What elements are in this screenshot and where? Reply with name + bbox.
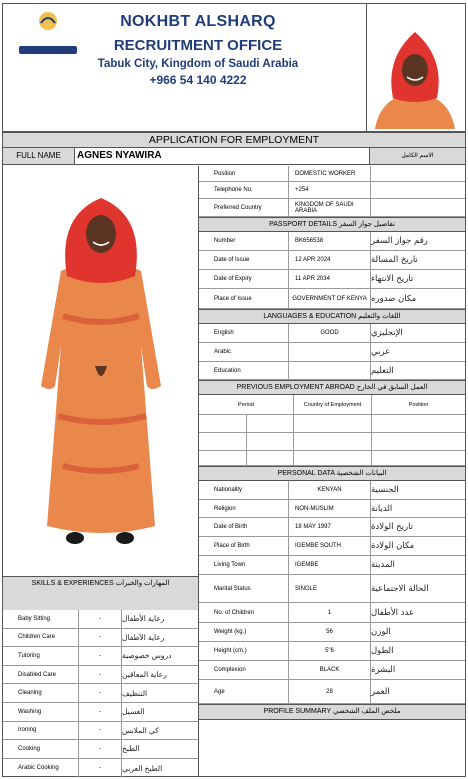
field-label: Age bbox=[199, 680, 289, 703]
section-title: SKILLS & EXPERIENCES bbox=[31, 580, 114, 587]
field-label: Height (cm.) bbox=[199, 642, 289, 660]
section-title: PROFILE SUMMARY bbox=[263, 708, 331, 715]
field-label-ar: مكان الولادة bbox=[371, 541, 415, 551]
field-label-ar: البشرة bbox=[371, 665, 396, 675]
language-row bbox=[199, 324, 465, 343]
field-label-ar: العمر bbox=[371, 686, 390, 697]
language-row bbox=[199, 362, 465, 380]
section-title-ar: البيانات الشخصية bbox=[336, 470, 387, 477]
field-value: IGEMBE SOUTH bbox=[289, 537, 371, 555]
section-title-ar: تفاصيل جواز السفر bbox=[339, 221, 395, 228]
full-name-row bbox=[3, 148, 465, 165]
section-title-ar: العمل السابق في الخارج bbox=[356, 384, 428, 391]
skill-label-ar: رعاية الأطفال bbox=[122, 632, 165, 642]
form-title: APPLICATION FOR EMPLOYMENT bbox=[3, 132, 465, 148]
field-label: Nationality bbox=[199, 481, 289, 499]
personal-row bbox=[199, 623, 465, 642]
personal-row bbox=[199, 680, 465, 704]
skill-label-ar: رعاية الأطفال bbox=[122, 614, 165, 624]
field-label: No. of Children bbox=[199, 603, 289, 622]
field-value: 18 MAY 1997 bbox=[289, 518, 371, 536]
personal-row bbox=[199, 556, 465, 575]
field-value: DOMESTIC WORKER bbox=[289, 166, 371, 181]
employment-section-header bbox=[199, 380, 465, 395]
skill-row bbox=[3, 610, 199, 629]
field-label: Complexion bbox=[199, 661, 289, 679]
profile-summary-header bbox=[199, 704, 465, 720]
field-value: GOOD bbox=[289, 324, 371, 342]
languages-section-header bbox=[199, 309, 465, 324]
field-label: English bbox=[199, 324, 289, 342]
skill-value: - bbox=[78, 722, 122, 740]
personal-row bbox=[199, 500, 465, 518]
personal-row bbox=[199, 481, 465, 500]
office-name: RECRUITMENT OFFICE bbox=[113, 37, 283, 54]
office-phone: +966 54 140 4222 bbox=[149, 73, 247, 87]
column-header: Country of Employment bbox=[294, 395, 372, 414]
skill-label: Disabled Care bbox=[18, 671, 57, 678]
field-label: Education bbox=[199, 362, 289, 379]
personal-section-header bbox=[199, 466, 465, 481]
section-title-ar: ملخص الملف الشخصي bbox=[332, 708, 401, 715]
full-body-photo-frame bbox=[3, 166, 199, 576]
field-value: KENYAN bbox=[289, 481, 371, 499]
field-label: Place of Issue bbox=[199, 289, 289, 308]
full-name-label-ar: الاسم الكامل bbox=[369, 148, 465, 164]
field-label-ar: عدد الأطفال bbox=[371, 607, 415, 618]
application-form bbox=[2, 3, 466, 777]
field-label: Telephone No. bbox=[199, 182, 289, 198]
field-value: 28 bbox=[289, 680, 371, 703]
field-label-ar bbox=[371, 166, 465, 181]
section-title: LANGUAGES & EDUCATION bbox=[263, 313, 357, 320]
field-value: 11 APR 2034 bbox=[289, 270, 371, 288]
field-value: 1 bbox=[289, 603, 371, 622]
field-label: Place of Birth bbox=[199, 537, 289, 555]
company-logo bbox=[9, 10, 87, 58]
field-label: Preferred Country bbox=[199, 199, 289, 216]
field-row bbox=[199, 166, 465, 182]
field-label-ar: تاريخ الانتهاء bbox=[371, 274, 414, 284]
section-title: PREVIOUS EMPLOYMENT ABROAD bbox=[236, 384, 355, 391]
personal-row bbox=[199, 575, 465, 603]
field-label: Living Town bbox=[199, 556, 289, 574]
field-value: 5"6 bbox=[289, 642, 371, 660]
skill-label: Tutoring bbox=[18, 652, 40, 659]
skill-value: - bbox=[78, 684, 122, 702]
skill-value: - bbox=[78, 666, 122, 684]
field-label-ar: تاريخ الولادة bbox=[371, 522, 414, 532]
field-label: Date of Expiry bbox=[199, 270, 289, 288]
field-value: IGEMBE bbox=[289, 556, 371, 574]
field-label: Religion bbox=[199, 500, 289, 517]
section-title-ar: اللغات والتعليم bbox=[358, 313, 401, 320]
personal-row bbox=[199, 603, 465, 623]
field-label-ar: الطول bbox=[371, 646, 394, 656]
skill-value: - bbox=[78, 647, 122, 665]
field-label: Weight (kg.) bbox=[199, 623, 289, 641]
field-label: Position bbox=[199, 166, 289, 181]
skill-label-ar: التنظيف bbox=[122, 688, 148, 698]
applicant-full-photo bbox=[3, 166, 198, 576]
skill-value: - bbox=[78, 610, 122, 628]
field-label-ar bbox=[371, 199, 465, 216]
skill-value: - bbox=[78, 759, 122, 778]
column-header: Position bbox=[408, 401, 429, 408]
skill-label-ar: دروس خصوصية bbox=[122, 651, 172, 661]
field-value: BK656538 bbox=[289, 232, 371, 250]
field-value bbox=[289, 362, 371, 379]
skill-label-ar: الغسيل bbox=[122, 707, 145, 717]
field-label-ar: تاريخ المسالة bbox=[371, 255, 418, 265]
field-label: Marital Status bbox=[199, 575, 289, 602]
skill-label-ar: كي الملابس bbox=[122, 725, 159, 735]
field-value: NON-MUSLIM bbox=[289, 500, 371, 517]
language-row bbox=[199, 343, 465, 362]
skill-label-ar: الطبخ bbox=[122, 744, 140, 754]
skill-row bbox=[3, 666, 199, 685]
employment-row bbox=[199, 415, 465, 433]
skill-label-ar: رعاية المعاقين bbox=[122, 670, 167, 680]
employment-row bbox=[199, 451, 465, 466]
field-label-ar bbox=[371, 182, 465, 198]
skill-label: Ironing bbox=[18, 727, 37, 734]
field-value: KINGDOM OF SAUDI ARABIA bbox=[289, 199, 371, 216]
skills-section-header bbox=[3, 576, 199, 610]
field-label-ar: المدينة bbox=[371, 560, 395, 570]
skill-row bbox=[3, 684, 199, 703]
office-location: Tabuk City, Kingdom of Saudi Arabia bbox=[97, 58, 299, 70]
field-label-ar: الحالة الاجتماعية bbox=[371, 583, 429, 594]
skill-row bbox=[3, 740, 199, 759]
personal-row bbox=[199, 518, 465, 537]
skill-label: Baby Sitting bbox=[18, 615, 51, 622]
personal-row bbox=[199, 642, 465, 661]
skill-label: Washing bbox=[18, 708, 42, 715]
field-label-ar: مكان صدوره bbox=[371, 293, 417, 304]
personal-row bbox=[199, 661, 465, 680]
field-label: Date of Birth bbox=[199, 518, 289, 536]
org-name: NOKHBT ALSHARQ bbox=[120, 13, 276, 30]
skill-row bbox=[3, 629, 199, 648]
passport-section-header bbox=[199, 217, 465, 232]
skill-row bbox=[3, 703, 199, 722]
field-value: 56 bbox=[289, 623, 371, 641]
field-value: 12 APR 2024 bbox=[289, 251, 371, 269]
section-title: PERSONAL DATA bbox=[277, 470, 335, 477]
passport-row bbox=[199, 232, 465, 251]
skill-label-ar: الطبخ العربي bbox=[122, 763, 163, 773]
header bbox=[3, 4, 465, 132]
skill-value: - bbox=[78, 703, 122, 721]
skill-row bbox=[3, 759, 199, 778]
field-label-ar: الإنجليزي bbox=[371, 328, 403, 338]
field-label-ar: الوزن bbox=[371, 627, 391, 637]
passport-row bbox=[199, 270, 465, 289]
skill-label: Cooking bbox=[18, 745, 41, 752]
field-value: BLACK bbox=[289, 661, 371, 679]
field-value bbox=[289, 343, 371, 361]
field-label-ar: عربي bbox=[371, 347, 391, 357]
skill-value: - bbox=[78, 740, 122, 758]
skill-label: Cleaning bbox=[18, 690, 42, 697]
field-label-ar: رقم جواز السفر bbox=[371, 236, 428, 246]
skill-label: Arabic Cooking bbox=[18, 765, 59, 772]
field-label: Number bbox=[199, 232, 289, 250]
skill-row bbox=[3, 647, 199, 666]
section-title: PASSPORT DETAILS bbox=[269, 221, 338, 228]
field-row bbox=[199, 182, 465, 199]
field-row bbox=[199, 199, 465, 217]
field-label-ar: التعليم bbox=[371, 365, 394, 376]
field-value: +254 bbox=[289, 182, 371, 198]
field-label-ar: الديانة bbox=[371, 503, 393, 514]
passport-row bbox=[199, 251, 465, 270]
skill-label: Children Care bbox=[18, 634, 56, 641]
field-label: Arabic bbox=[199, 343, 289, 361]
skill-row bbox=[3, 722, 199, 741]
skill-value: - bbox=[78, 629, 122, 647]
field-value: GOVERNMENT OF KENYA bbox=[289, 289, 371, 308]
employment-header-row bbox=[199, 395, 465, 415]
column-header: Period bbox=[199, 395, 294, 414]
passport-row bbox=[199, 289, 465, 309]
field-label: Date of Issue bbox=[199, 251, 289, 269]
full-name-value: AGNES NYAWIRA bbox=[77, 150, 162, 161]
applicant-headshot bbox=[369, 26, 461, 129]
personal-row bbox=[199, 537, 465, 556]
employment-row bbox=[199, 433, 465, 451]
field-label-ar: الجنسية bbox=[371, 485, 399, 495]
full-name-label: FULL NAME bbox=[3, 148, 75, 164]
section-title-ar: المهارات والخبرات bbox=[115, 580, 170, 587]
field-value: SINGLE bbox=[289, 575, 371, 602]
